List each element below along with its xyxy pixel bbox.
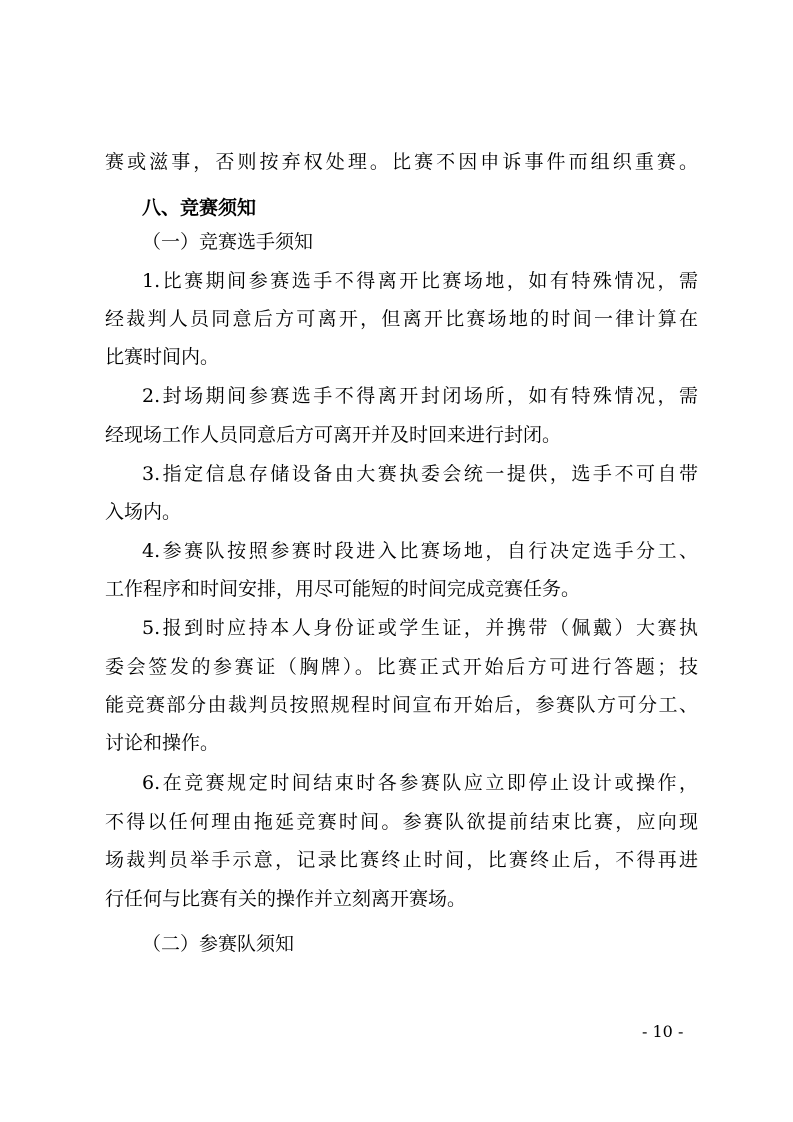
- paragraph-5-line-1: 5.报到时应持本人身份证或学生证，并携带（佩戴）大赛执: [142, 617, 698, 639]
- paragraph-6-line-4: 行任何与比赛有关的操作并立刻离开赛场。: [105, 888, 467, 910]
- paragraph-6-line-2: 不得以任何理由拖延竞赛时间。参赛队欲提前结束比赛，应向现: [105, 811, 698, 833]
- page-number: - 10 -: [642, 1022, 684, 1041]
- paragraph-1-line-2: 经裁判人员同意后方可离开，但离开比赛场地的时间一律计算在: [105, 308, 698, 330]
- paragraph-3-line-2: 入场内。: [105, 501, 182, 523]
- paragraph-4-line-2: 工作程序和时间安排，用尽可能短的时间完成竞赛任务。: [105, 578, 581, 600]
- paragraph-5-line-3: 能竞赛部分由裁判员按照规程时间宣布开始后，参赛队方可分工、: [105, 694, 698, 716]
- paragraph-6-line-1: 6.在竞赛规定时间结束时各参赛队应立即停止设计或操作，: [142, 772, 698, 794]
- paragraph-4-line-1: 4.参赛队按照参赛时段进入比赛场地，自行决定选手分工、: [142, 540, 698, 562]
- paragraph-1-line-1: 1.比赛期间参赛选手不得离开比赛场地，如有特殊情况，需: [142, 270, 698, 292]
- subsection-heading: （二）参赛队须知: [142, 933, 295, 955]
- section-heading: 八、竞赛须知: [142, 197, 257, 219]
- paragraph-5-line-4: 讨论和操作。: [105, 732, 220, 754]
- paragraph-5-line-2: 委会签发的参赛证（胸牌）。比赛正式开始后方可进行答题；技: [105, 656, 698, 678]
- paragraph-2-line-1: 2.封场期间参赛选手不得离开封闭场所，如有特殊情况，需: [142, 385, 698, 407]
- subsection-heading: （一）竞赛选手须知: [142, 231, 314, 253]
- paragraph-3-line-1: 3.指定信息存储设备由大赛执委会统一提供，选手不可自带: [142, 463, 698, 485]
- paragraph-2-line-2: 经现场工作人员同意后方可离开并及时回来进行封闭。: [105, 424, 562, 446]
- body-text-line: 赛或滋事，否则按弃权处理。比赛不因申诉事件而组织重赛。: [105, 151, 698, 173]
- paragraph-6-line-3: 场裁判员举手示意，记录比赛终止时间，比赛终止后，不得再进: [105, 849, 698, 871]
- paragraph-1-line-3: 比赛时间内。: [105, 346, 220, 368]
